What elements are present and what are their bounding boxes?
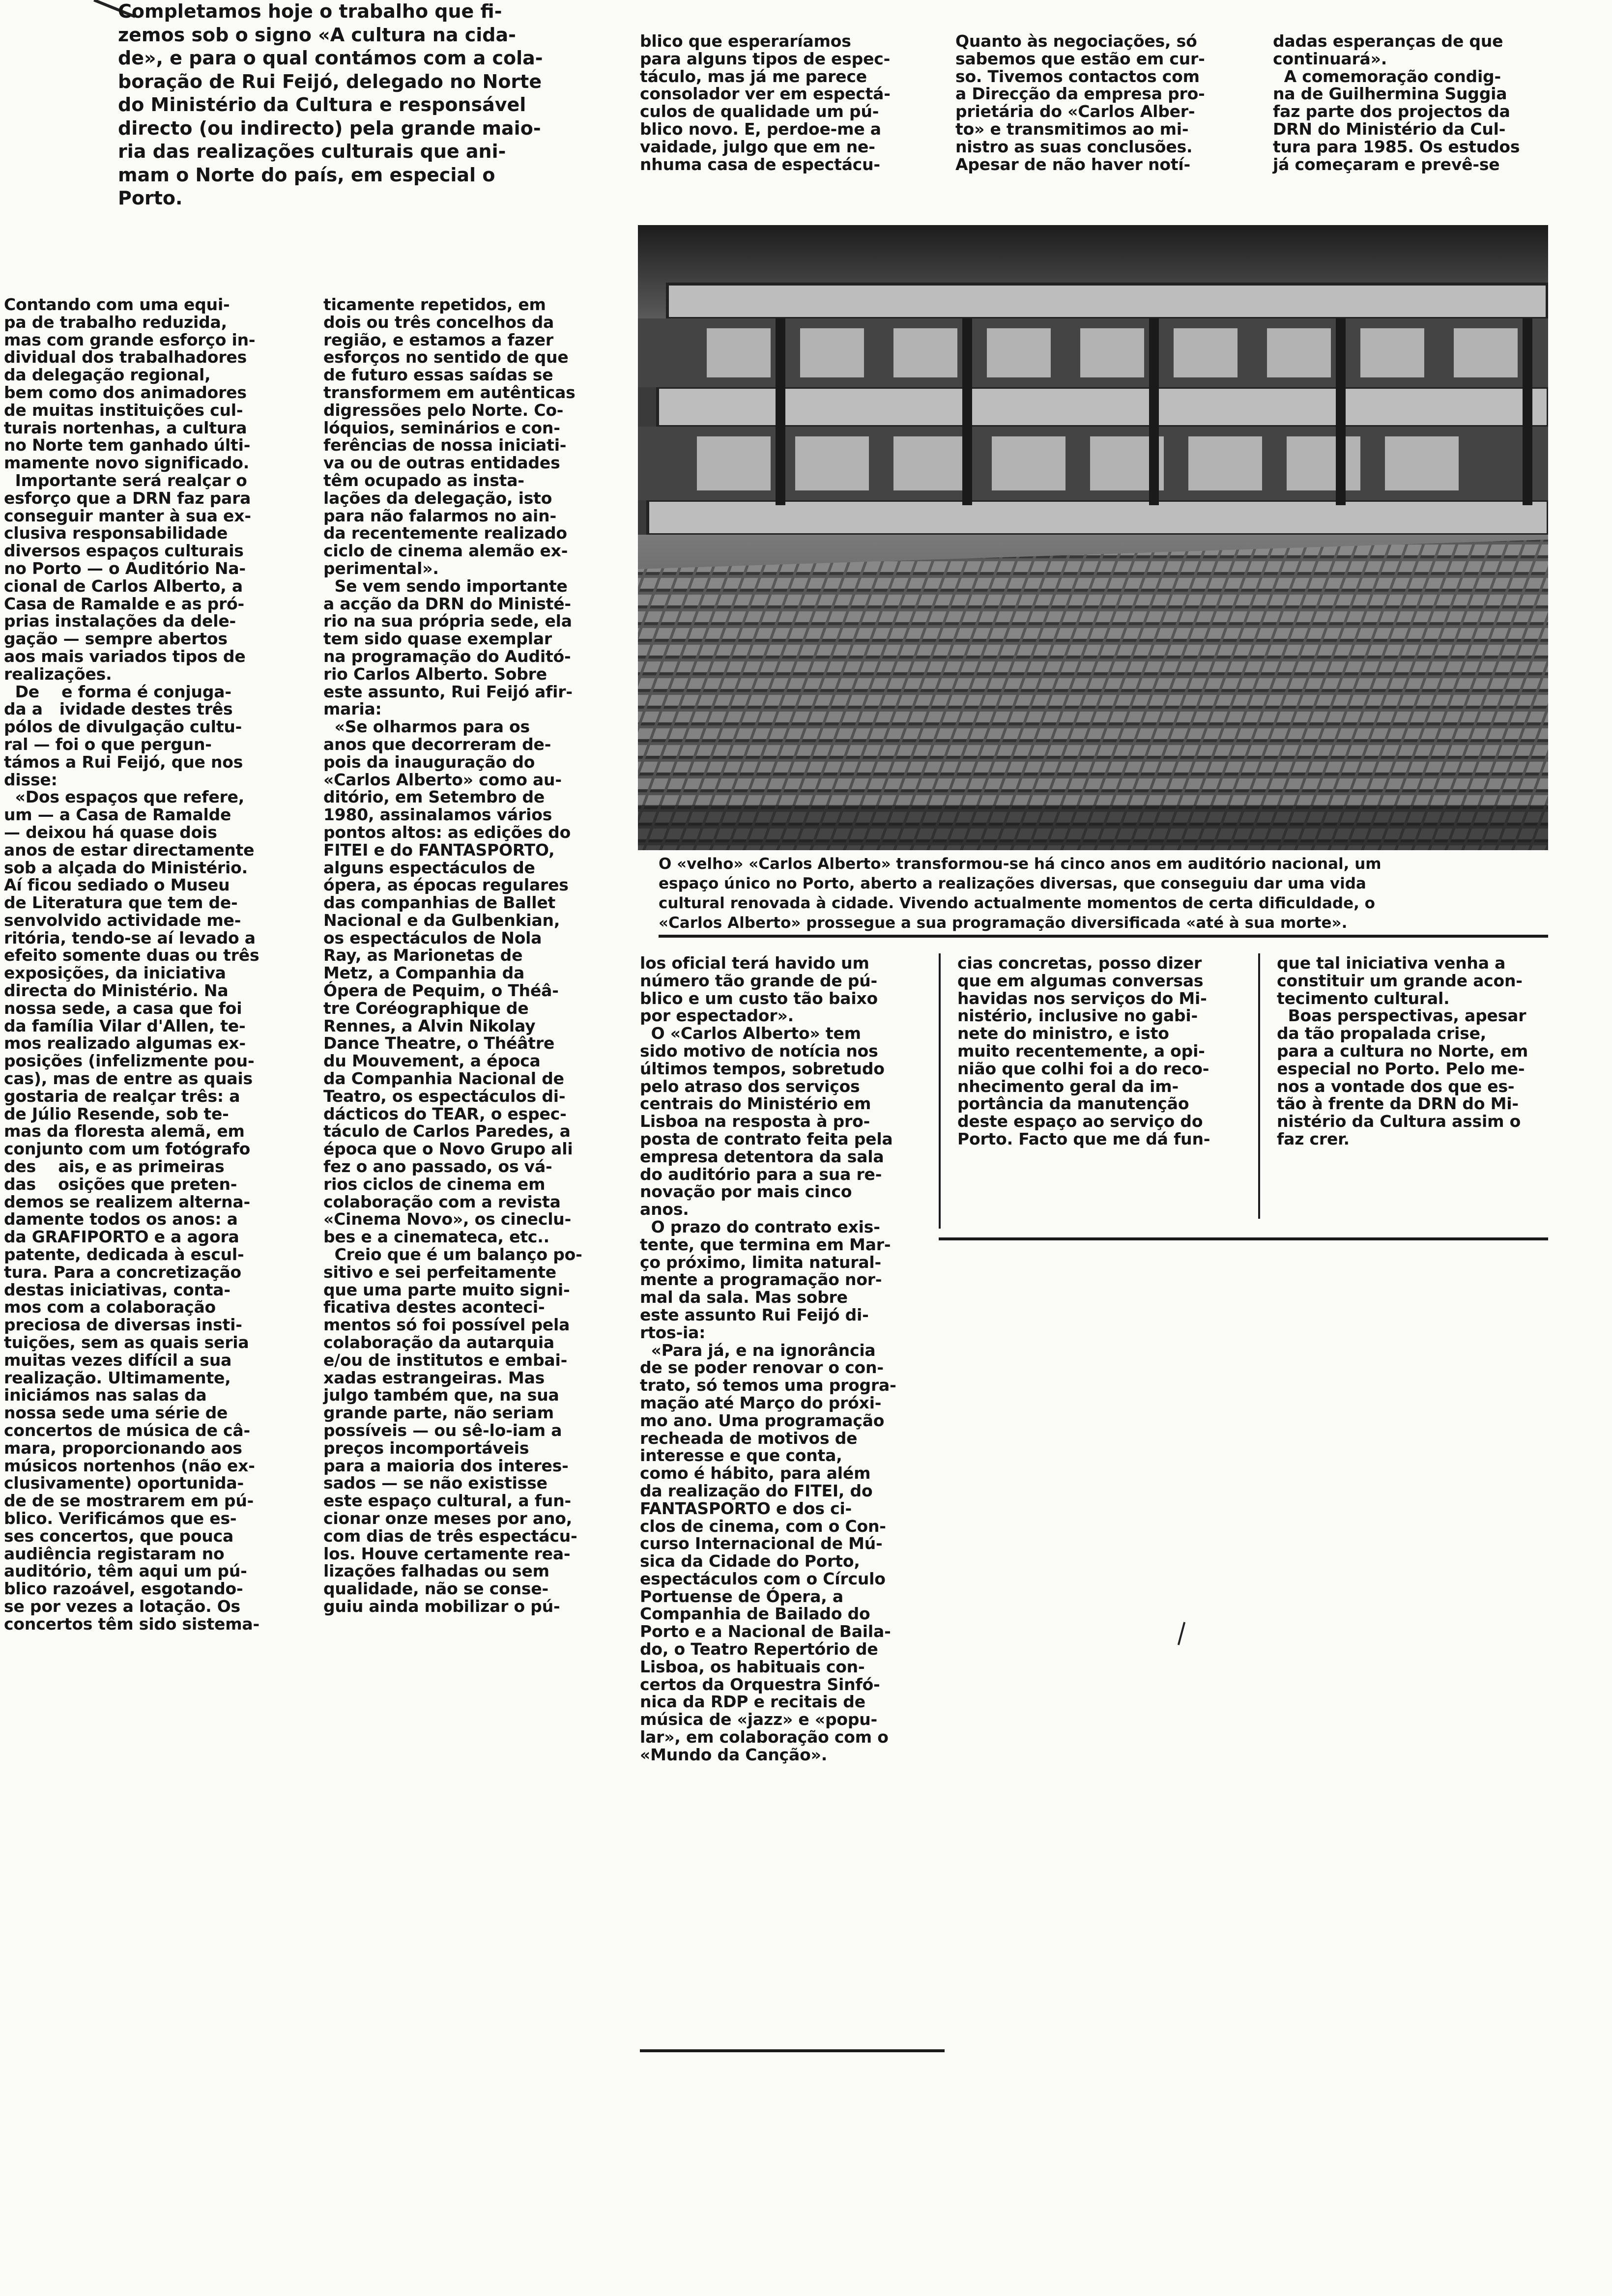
article-column-7: cias concretas, posso dizer que em algumas conversas havidas nos serviços do Mi- nistério, inclusive no gabi- nete do ministro, e isto muito recentemente, a opi- nião que colhi foi a do reco- nhecimento geral da im- portância da manutenção deste espaço ao serviço do Porto. Facto que me dá fun- xyxy=(957,953,1210,1148)
article-column-8: que tal iniciativa venha a constituir um grande acon- tecimento cultural. Boas perspectivas, apesar da tão propalada crise, para a cultura no Norte, em especial no Porto. Pelo me- nos a vontade dos que es- tão à frente da DRN do Mi- nistério da Cultura assim o faz crer. xyxy=(1277,953,1528,1148)
article-column-5: dadas esperanças de que continuará». A comemoração condig- na de Guilhermina Suggia faz parte dos projectos da DRN do Ministério da Cul- tura para 1985. Os estudos já começaram e prevê-se xyxy=(1273,31,1520,174)
theatre-auditorium-photo xyxy=(638,225,1548,850)
article-column-6: los oficial terá havido um número tão grande de pú- blico e um custo tão baixo por espectador». O «Carlos Alberto» tem sido motivo de notícia nos últimos tempos, sobretudo pelo atraso dos serviços centrais do Ministério em Lisboa na resposta à pro- posta de contrato feita pela empresa detentora da sala do auditório para a sua re- novação por mais cinco anos. O prazo do contrato exis- tente, que termina em Mar- ço próximo, limita natural- mente a programação nor- mal da sala. Mas sobre este assunto Rui Feijó di- rtos-ia: «Para já, e na ignorância de se poder renovar o con- trato, só temos uma progra- mação até Março do próxi- mo ano. Uma programação recheada de motivos de interesse e que conta, como é hábito, para além da realização do FITEI, do FANTASPORTO e dos ci- clos de cinema, com o Con- curso Internacional de Mú- sica da Cidade do Porto, espectáculos com o Círculo Portuense de Ópera, a Companhia de Bailado do Porto e a Nacional de Baila- do, o Teatro Repertório de Lisboa, os habituais con- certos da Orquestra Sinfó- nica da RDP e recitais de música de «jazz» e «popu- lar», em colaboração com o «Mundo da Canção». xyxy=(640,953,896,1764)
column-rule-right xyxy=(939,953,941,1229)
scan-mark xyxy=(1178,1622,1185,1645)
article-column-3: blico que esperaríamos para alguns tipos de espec- táculo, mas já me parece consolador ver em espectá- culos de qualidade um pú- blico novo. E, perdoe-me a vaidade, julgo que em ne- nhuma casa de espectácu- xyxy=(640,31,891,174)
article-column-2: ticamente repetidos, em dois ou três concelhos da região, e estamos a fazer esforços no sentido de que de futuro essas saídas se transformem em autênticas digressões pelo Norte. Co- lóquios, seminários e con- ferências de nossa iniciati- va ou de outras entidades têm ocupado as insta- lações da delegação, isto para não falarmos no ain- da recentemente realizado ciclo de cinema alemão ex- perimental». Se vem sendo importante a acção da DRN do Ministé- rio na sua própria sede, ela tem sido quase exemplar na programação do Auditó- rio Carlos Alberto. Sobre este assunto, Rui Feijó afir- maria: «Se olharmos para os anos que decorreram de- pois da inauguração do «Carlos Alberto» como au- ditório, em Setembro de 1980, assinalamos vários pontos altos: as edições do FITEI e do FANTASPORTO, alguns espectáculos de ópera, as épocas regulares das companhias de Ballet Nacional e da Gulbenkian, os espectáculos de Nola Ray, as Marionetas de Metz, a Companhia da Ópera de Pequim, o Théâ- tre Coréographique de Rennes, a Alvin Nikolay Dance Theatre, o Théâtre du Mouvement, a época da Companhia Nacional de Teatro, os espectáculos di- dácticos do TEAR, o espec- táculo de Carlos Paredes, a época que o Novo Grupo ali fez o ano passado, os vá- rios ciclos de cinema em colaboração com a revista «Cinema Novo», os cineclu- bes e a cinemateca, etc.. Creio que é um balanço po- sitivo e sei perfeitamente que uma parte muito signi- ficativa destes aconteci- mentos só foi possível pela colaboração da autarquia e/ou de institutos e embai- xadas estrangeiras. Mas julgo também que, na sua grande parte, não seriam possíveis — ou sê-lo-iam a preços incomportáveis para a maioria dos interes- sados — se não existisse este espaço cultural, a fun- cionar onze meses por ano, com dias de três espectácu- los. Houve certamente rea- lizações falhadas ou sem qualidade, não se conse- guiu ainda mobilizar o pú- xyxy=(323,295,582,1616)
column-rule-far-right xyxy=(1258,953,1260,1219)
bottom-rule-center xyxy=(640,2049,945,2052)
article-column-4: Quanto às negociações, só sabemos que estão em cur- so. Tivemos contactos com a Direcção da empresa pro- prietária do «Carlos Alber- to» e transmitimos ao mi- nistro as suas conclusões. Apesar de não haver notí- xyxy=(955,31,1205,174)
article-intro: Completamos hoje o trabalho que fi- zemos sob o signo «A cultura na cida- de», e para o qual contámos com a cola- boração de Rui Feijó, delegado no Norte do Ministério da Cultura e responsável directo (ou indirecto) pela grande maio- ria das realizações culturais que ani- mam o Norte do país, em especial o Porto. xyxy=(118,0,543,209)
photo-caption: O «velho» «Carlos Alberto» transformou-se há cinco anos em auditório nacional, um espaço único no Porto, aberto a realizações diversas, que conseguiu dar uma vida cultural renovada à cidade. Vivendo actualmente momentos de certa dificuldade, o «Carlos Alberto» prossegue a sua programação diversificada «até à sua morte». xyxy=(659,855,1382,932)
article-column-1: Contando com uma equi- pa de trabalho reduzida, mas com grande esforço in- dividual dos trabalhadores da delegação regional, bem como dos animadores de muitas instituições cul- turais nortenhas, a cultura no Norte tem ganhado últi- mamente novo significado. Importante será realçar o esforço que a DRN faz para conseguir manter à sua ex- clusiva responsabilidade diversos espaços culturais no Porto — o Auditório Na- cional de Carlos Alberto, a Casa de Ramalde e as pró- prias instalações da dele- gação — sempre abertos aos mais variados tipos de realizações. De e forma é conjuga- da a ividade destes três pólos de divulgação cultu- ral — foi o que pergun- támos a Rui Feijó, que nos disse: «Dos espaços que refere, um — a Casa de Ramalde — deixou há quase dois anos de estar directamente sob a alçada do Ministério. Aí ficou sediado o Museu de Literatura que tem de- senvolvido actividade me- ritória, tendo-se aí levado a efeito somente duas ou três exposições, da iniciativa directa do Ministério. Na nossa sede, a casa que foi da família Vilar d'Allen, te- mos realizado algumas ex- posições (infelizmente pou- cas), mas de entre as quais gostaria de realçar três: a de Júlio Resende, sob te- mas da floresta alemã, em conjunto com um fotógrafo des ais, e as primeiras das osições que preten- demos se realizem alterna- damente todos os anos: a da GRAFIPORTO e a agora patente, dedicada à escul- tura. Para a concretização destas iniciativas, conta- mos com a colaboração preciosa de diversas insti- tuições, sem as quais seria muitas vezes difícil a sua realização. Ultimamente, iniciámos nas salas da nossa sede uma série de concertos de música de câ- mara, proporcionando aos músicos nortenhos (não ex- clusivamente) oportunida- de de se mostrarem em pú- blico. Verificámos que es- ses concertos, que pouca audiência registaram no auditório, têm aqui um pú- blico razoável, esgotando- se por vezes a lotação. Os concertos têm sido sistema- xyxy=(4,295,259,1634)
caption-rule xyxy=(659,935,1548,938)
bottom-rule-right xyxy=(939,1237,1548,1240)
